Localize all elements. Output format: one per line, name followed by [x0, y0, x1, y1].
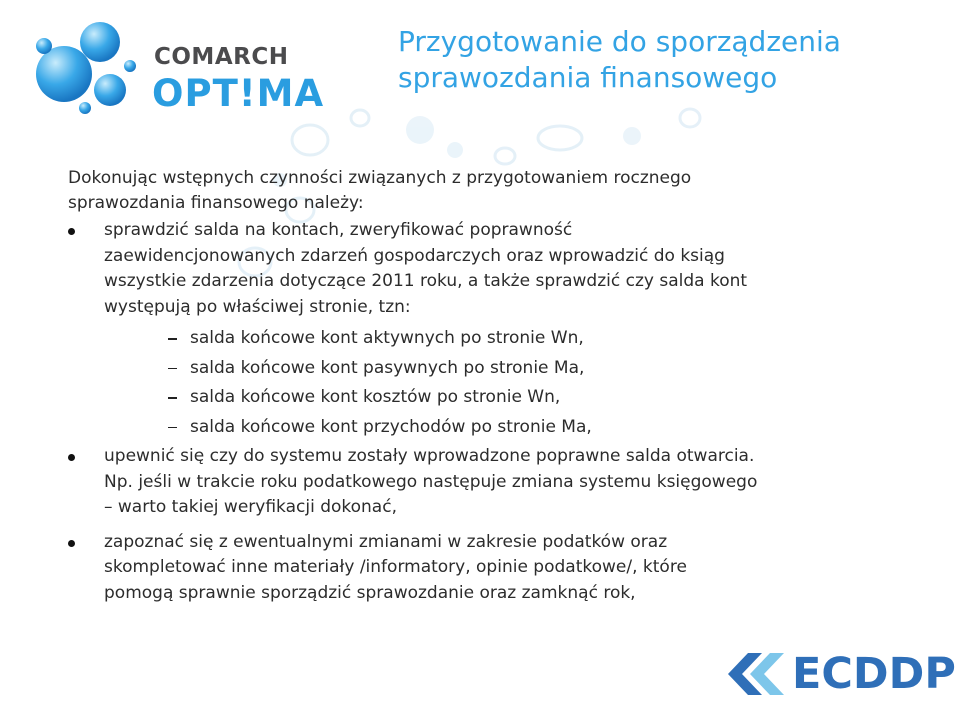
sub-item [68, 324, 948, 354]
bullet-line: Np. jeśli w trakcie roku podatkowego następuje zmiana systemu księgowego [104, 471, 758, 492]
dash-icon [168, 427, 177, 429]
intro-text [68, 166, 948, 216]
bullet-line: – warto takiej weryfikacji dokonać, [104, 497, 397, 517]
bullet-line: zaewidencjonowanych zdarzeń gospodarczych oraz wprowadzić do ksiąg [104, 245, 725, 266]
sub-item [68, 413, 948, 443]
bullet-dot-icon [68, 228, 75, 235]
bullet-line: wszystkie zdarzenia dotyczące 2011 roku, a także sprawdzić czy salda kont [104, 271, 748, 291]
bullet-line: pomogą sprawnie sporządzić sprawozdanie oraz zamknąć rok, [104, 582, 636, 603]
sub-item-text: salda końcowe kont aktywnych po stronie Wn, [190, 328, 584, 348]
bullet-line: zapoznać się z ewentualnymi zmianami w zakresie podatków oraz [104, 531, 668, 552]
dash-icon [168, 368, 177, 370]
intro-line: sprawozdania finansowego należy: [68, 193, 364, 213]
chevrons-logo-icon [728, 649, 790, 699]
ecddp-logo [728, 645, 956, 703]
logo-optima-text: OPT!MA [152, 72, 325, 115]
sub-item-text: salda końcowe kont kosztów po stronie Wn, [190, 387, 561, 407]
sub-item-text: salda końcowe kont pasywnych po stronie Ma, [190, 357, 585, 378]
slide-body [68, 166, 948, 606]
sub-item-text: salda końcowe kont przychodów po stronie Ma, [190, 416, 592, 437]
dash-icon [168, 338, 177, 340]
bullet-item [68, 530, 948, 607]
bullet-item [68, 218, 948, 320]
bullet-list [68, 218, 948, 320]
logo-comarch-text: COMARCH [154, 44, 289, 70]
bullet-item [68, 444, 948, 521]
bullet-line: występują po właściwej stronie, tzn: [104, 296, 411, 317]
bullet-line: sprawdzić salda na kontach, zweryfikować poprawność [104, 220, 573, 240]
slide-title [398, 24, 938, 96]
comarch-optima-logo [30, 14, 330, 124]
dash-icon [168, 397, 177, 399]
sub-item [68, 383, 948, 413]
bullet-dot-icon [68, 454, 75, 461]
title-line: sprawozdania finansowego [398, 61, 778, 94]
bubbles-logo-icon [30, 14, 140, 124]
bullet-line: skompletować inne materiały /informatory, opinie podatkowe/, które [104, 557, 687, 577]
ecddp-logo-text: ECDDP [792, 649, 956, 699]
title-line: Przygotowanie do sporządzenia [398, 25, 841, 58]
bullet-list [68, 444, 948, 606]
sub-list [68, 324, 948, 442]
intro-line: Dokonując wstępnych czynności związanych z przygotowaniem rocznego [68, 168, 692, 188]
bullet-dot-icon [68, 540, 75, 547]
bullet-line: upewnić się czy do systemu zostały wprowadzone poprawne salda otwarcia. [104, 446, 755, 466]
sub-item [68, 354, 948, 384]
